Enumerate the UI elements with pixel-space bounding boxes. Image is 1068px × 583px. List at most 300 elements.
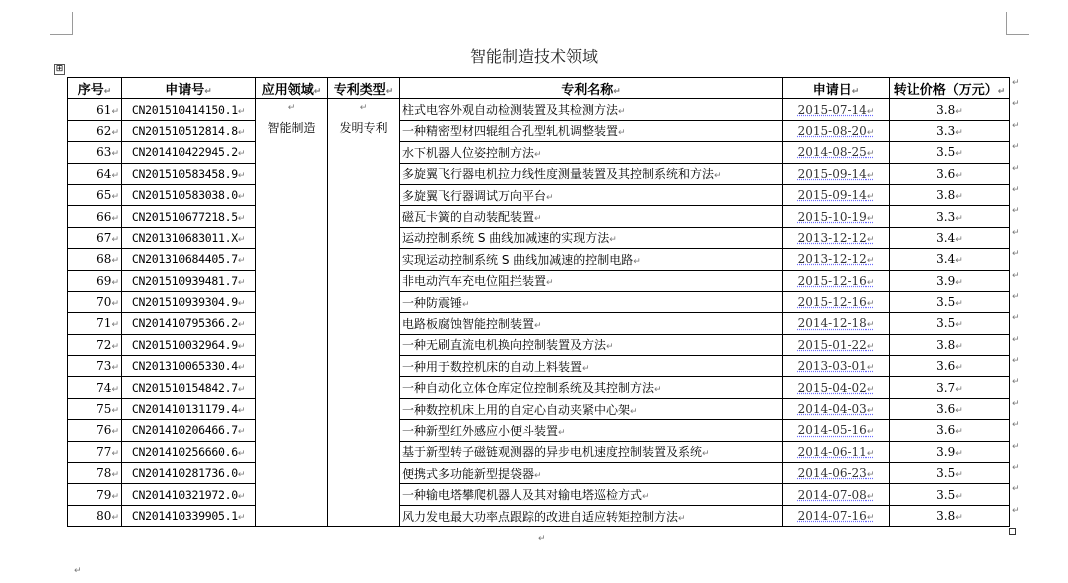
table-row[interactable] (68, 377, 1010, 398)
application-date-cell-text: 2014-06-11 (797, 444, 867, 459)
row-end-mark: ↵ (1012, 441, 1020, 452)
row-end-mark: ↵ (1012, 291, 1020, 302)
cell-end-mark: ↵ (111, 448, 119, 459)
cell-end-mark: ↵ (678, 513, 686, 524)
transfer-price-cell[interactable] (890, 356, 1010, 377)
row-end-marks (1012, 78, 1020, 527)
serial-number-cell-text: 72 (96, 337, 112, 352)
serial-number-cell[interactable] (68, 356, 122, 377)
serial-number-cell-text: 69 (96, 273, 112, 288)
cell-end-mark: ↵ (866, 192, 875, 203)
patent-name-cell[interactable] (400, 441, 783, 462)
transfer-price-cell[interactable] (890, 120, 1010, 141)
application-number-cell-text: CN201510583038.0 (131, 188, 238, 203)
cell-end-mark: ↵ (558, 427, 566, 438)
cell-end-mark: ↵ (111, 149, 119, 160)
serial-number-cell[interactable] (68, 163, 122, 184)
table-row[interactable] (68, 120, 1010, 141)
column-header (256, 78, 328, 99)
transfer-price-cell[interactable] (890, 206, 1010, 227)
table-row[interactable] (68, 463, 1010, 484)
application-number-cell[interactable] (122, 184, 256, 205)
transfer-price-cell[interactable] (890, 184, 1010, 205)
application-number-cell[interactable] (122, 291, 256, 312)
cell-end-mark: ↵ (642, 492, 650, 503)
application-number-cell-text: CN201310684405.7 (131, 252, 238, 267)
cell-end-mark: ↵ (955, 320, 963, 331)
application-number-cell[interactable] (122, 313, 256, 334)
application-number-cell[interactable] (122, 441, 256, 462)
application-date-cell[interactable] (783, 377, 890, 398)
column-header-label: 序号 (77, 82, 104, 98)
table-move-handle-icon[interactable]: ⊞ (55, 64, 64, 74)
transfer-price-cell[interactable] (890, 249, 1010, 270)
cell-end-mark: ↵ (313, 86, 322, 97)
cell-end-mark: ↵ (618, 107, 626, 118)
row-end-mark: ↵ (1012, 163, 1020, 174)
table-row[interactable] (68, 270, 1010, 291)
transfer-price-cell[interactable] (890, 227, 1010, 248)
application-number-cell-text: CN201510677218.5 (131, 209, 238, 224)
application-number-cell-text: CN201510414150.1 (131, 102, 238, 117)
serial-number-cell-text: 70 (96, 295, 112, 310)
transfer-price-cell-text: 3.3 (936, 123, 956, 138)
application-number-cell[interactable] (122, 270, 256, 291)
application-number-cell[interactable] (122, 420, 256, 441)
cell-end-mark: ↵ (111, 277, 119, 288)
application-number-cell[interactable] (122, 398, 256, 419)
transfer-price-cell[interactable] (890, 463, 1010, 484)
application-date-cell[interactable] (783, 270, 890, 291)
table-row[interactable] (68, 441, 1010, 462)
patent-name-cell[interactable] (400, 505, 783, 526)
patent-name-cell[interactable] (400, 334, 783, 355)
cell-end-mark: ↵ (955, 427, 963, 438)
application-date-cell[interactable] (783, 184, 890, 205)
row-end-mark: ↵ (1012, 99, 1020, 110)
application-number-cell[interactable] (122, 163, 256, 184)
patent-name-cell[interactable] (400, 398, 783, 419)
application-date-cell[interactable] (783, 463, 890, 484)
page-corner-mark-top-right (1006, 12, 1029, 35)
patent-name-cell-text: 电路板腐蚀智能控制装置 (402, 316, 535, 331)
application-date-cell[interactable] (783, 120, 890, 141)
application-number-cell-text: CN201410339905.1 (131, 509, 238, 523)
cell-end-mark: ↵ (237, 470, 246, 481)
patent-name-cell-text: 非电动汽车充电位阻拦装置 (402, 274, 547, 289)
transfer-price-cell-text: 3.9 (936, 444, 956, 459)
serial-number-cell[interactable] (68, 184, 122, 205)
cell-end-mark: ↵ (546, 278, 554, 289)
cell-end-mark: ↵ (237, 363, 246, 374)
cell-end-mark: ↵ (546, 192, 554, 203)
application-number-cell-text: CN201510154842.7 (131, 380, 238, 395)
patent-name-cell-text: 实现运动控制系统 S 曲线加减速的控制电路 (402, 252, 634, 267)
application-date-cell[interactable] (783, 505, 890, 526)
cell-end-mark: ↵ (955, 256, 963, 267)
patent-name-cell[interactable] (400, 420, 783, 441)
table-row[interactable] (68, 249, 1010, 270)
cell-end-mark: ↵ (237, 106, 246, 117)
patent-name-cell[interactable] (400, 356, 783, 377)
cell-end-mark: ↵ (866, 106, 875, 117)
application-number-cell[interactable] (122, 249, 256, 270)
application-date-cell[interactable] (783, 291, 890, 312)
patent-name-cell-text: 磁瓦卡簧的自动装配装置 (402, 210, 535, 225)
patent-name-cell-text: 柱式电容外观自动检测装置及其检测方法 (402, 103, 619, 118)
table-row[interactable] (68, 99, 1010, 120)
serial-number-cell[interactable] (68, 120, 122, 141)
patent-name-cell-text: 运动控制系统 S 曲线加减速的实现方法 (402, 231, 610, 246)
cell-end-mark: ↵ (237, 234, 246, 245)
cell-end-mark: ↵ (103, 86, 112, 97)
application-number-cell-text: CN201410206466.7 (131, 423, 238, 438)
cell-end-mark: ↵ (866, 299, 875, 310)
cell-end-mark: ↵ (237, 299, 246, 310)
transfer-price-cell-text: 3.8 (936, 509, 956, 523)
serial-number-cell-text: 75 (96, 402, 112, 417)
application-field-text: 智能制造 (267, 121, 316, 136)
serial-number-cell[interactable] (68, 206, 122, 227)
patent-name-cell[interactable] (400, 313, 783, 334)
transfer-price-cell-text: 3.6 (936, 359, 956, 374)
table-row[interactable] (68, 291, 1010, 312)
cell-end-mark: ↵ (111, 384, 119, 395)
cell-end-mark: ↵ (237, 127, 246, 138)
cell-end-mark: ↵ (237, 491, 246, 502)
serial-number-cell-text: 79 (96, 487, 112, 502)
row-end-mark: ↵ (1012, 227, 1020, 238)
serial-number-cell-text: 66 (96, 209, 112, 224)
table-row[interactable] (68, 505, 1010, 526)
application-number-cell-text: CN201510583458.9 (131, 166, 238, 181)
application-date-cell[interactable] (783, 249, 890, 270)
application-date-cell[interactable] (783, 99, 890, 120)
column-header (328, 78, 400, 99)
transfer-price-cell-text: 3.5 (936, 466, 956, 481)
cell-end-mark: ↵ (237, 320, 246, 331)
patent-name-cell[interactable] (400, 377, 783, 398)
patent-name-cell[interactable] (400, 142, 783, 163)
serial-number-cell[interactable] (68, 313, 122, 334)
patent-name-cell[interactable] (400, 270, 783, 291)
patent-name-cell[interactable] (400, 291, 783, 312)
table-row[interactable] (68, 184, 1010, 205)
serial-number-cell-text: 63 (96, 145, 112, 160)
serial-number-cell[interactable] (68, 441, 122, 462)
cell-end-mark: ↵ (955, 213, 963, 224)
application-number-cell-text: CN201510032964.9 (131, 337, 238, 352)
application-date-cell-text: 2014-12-18 (797, 316, 867, 331)
application-number-cell[interactable] (122, 206, 256, 227)
table-row[interactable] (68, 142, 1010, 163)
cell-end-mark: ↵ (237, 277, 246, 288)
table-row[interactable] (68, 227, 1010, 248)
application-date-cell[interactable] (783, 398, 890, 419)
cell-end-mark: ↵ (613, 86, 621, 97)
patent-table (67, 77, 1010, 527)
cell-end-mark: ↵ (534, 149, 542, 160)
application-date-cell[interactable] (783, 334, 890, 355)
application-number-cell[interactable] (122, 377, 256, 398)
row-end-mark: ↵ (1012, 78, 1020, 88)
application-date-cell[interactable] (783, 142, 890, 163)
cell-end-mark: ↵ (237, 427, 246, 438)
transfer-price-cell-text: 3.5 (936, 145, 956, 160)
row-end-mark: ↵ (1012, 356, 1020, 367)
transfer-price-cell[interactable] (890, 334, 1010, 355)
serial-number-cell[interactable] (68, 377, 122, 398)
application-date-cell[interactable] (783, 420, 890, 441)
transfer-price-cell[interactable] (890, 441, 1010, 462)
application-date-cell[interactable] (783, 441, 890, 462)
application-date-cell-text: 2013-12-12 (797, 230, 867, 245)
patent-name-cell-text: 多旋翼飞行器调试万向平台 (402, 188, 547, 203)
cell-end-mark: ↵ (955, 384, 963, 395)
transfer-price-cell[interactable] (890, 398, 1010, 419)
cell-end-mark: ↵ (866, 384, 875, 395)
patent-name-cell[interactable] (400, 206, 783, 227)
serial-number-cell[interactable] (68, 420, 122, 441)
serial-number-cell[interactable] (68, 227, 122, 248)
application-date-cell[interactable] (783, 206, 890, 227)
application-date-cell-text: 2015-09-14 (797, 188, 867, 203)
serial-number-cell[interactable] (68, 142, 122, 163)
cell-end-mark: ↵ (111, 256, 119, 267)
serial-number-cell-text: 67 (96, 230, 112, 245)
column-header-label: 应用领域 (261, 82, 314, 98)
cell-end-mark: ↵ (111, 299, 119, 310)
cell-end-mark: ↵ (866, 320, 875, 331)
serial-number-cell[interactable] (68, 99, 122, 120)
serial-number-cell[interactable] (68, 463, 122, 484)
transfer-price-cell[interactable] (890, 313, 1010, 334)
transfer-price-cell[interactable] (890, 505, 1010, 526)
column-header (122, 78, 256, 99)
application-number-cell[interactable] (122, 505, 256, 526)
application-number-cell[interactable] (122, 142, 256, 163)
cell-end-mark: ↵ (111, 406, 119, 417)
transfer-price-cell-text: 3.7 (936, 380, 956, 395)
application-number-cell[interactable] (122, 120, 256, 141)
cell-end-mark: ↵ (237, 384, 246, 395)
application-date-cell-text: 2014-07-08 (797, 487, 867, 502)
application-number-cell[interactable] (122, 227, 256, 248)
table-row[interactable] (68, 163, 1010, 184)
row-end-mark: ↵ (1012, 420, 1020, 431)
serial-number-cell-text: 68 (96, 252, 112, 267)
patent-name-cell-text: 便携式多功能新型提袋器 (402, 466, 535, 481)
cell-end-mark: ↵ (866, 170, 875, 181)
transfer-price-cell[interactable] (890, 142, 1010, 163)
cell-end-mark: ↵ (955, 106, 963, 117)
application-number-cell[interactable] (122, 99, 256, 120)
row-end-mark: ↵ (1012, 334, 1020, 345)
row-end-mark: ↵ (1012, 270, 1020, 281)
serial-number-cell[interactable] (68, 249, 122, 270)
table-row[interactable] (68, 313, 1010, 334)
patent-name-cell-text: 一种用于数控机床的自动上料装置 (402, 359, 583, 374)
cell-end-mark: ↵ (866, 427, 875, 438)
cell-end-mark: ↵ (866, 470, 875, 481)
cell-end-mark: ↵ (111, 234, 119, 245)
cell-end-mark: ↵ (702, 449, 710, 460)
table-resize-handle[interactable] (1009, 528, 1016, 535)
cell-end-mark: ↵ (714, 171, 722, 182)
application-number-cell-text: CN201410795366.2 (131, 316, 238, 331)
serial-number-cell-text: 62 (96, 123, 112, 138)
cell-end-mark: ↵ (111, 470, 119, 481)
cell-end-mark: ↵ (237, 213, 246, 224)
cell-end-mark: ↵ (237, 513, 246, 523)
transfer-price-cell[interactable] (890, 163, 1010, 184)
patent-name-cell[interactable] (400, 249, 783, 270)
transfer-price-cell[interactable] (890, 270, 1010, 291)
row-end-mark: ↵ (1012, 484, 1020, 495)
transfer-price-cell-text: 3.6 (936, 423, 956, 438)
serial-number-cell[interactable] (68, 291, 122, 312)
cell-end-mark: ↵ (955, 470, 963, 481)
application-date-cell-text: 2014-05-16 (797, 423, 867, 438)
transfer-price-cell-text: 3.6 (936, 402, 956, 417)
cell-end-mark: ↵ (866, 363, 875, 374)
cell-end-mark: ↵ (609, 235, 617, 246)
cell-end-mark: ↵ (955, 341, 963, 352)
patent-name-cell[interactable] (400, 163, 783, 184)
row-end-mark: ↵ (1012, 249, 1020, 260)
patent-name-cell-text: 水下机器人位姿控制方法 (402, 145, 535, 160)
cell-end-mark: ↵ (866, 491, 875, 502)
serial-number-cell[interactable] (68, 505, 122, 526)
application-number-cell[interactable] (122, 334, 256, 355)
application-date-cell-text: 2014-08-25 (797, 145, 867, 160)
patent-name-cell[interactable] (400, 184, 783, 205)
cell-end-mark: ↵ (111, 491, 119, 502)
application-date-cell-text: 2015-01-22 (797, 337, 867, 352)
cell-end-mark: ↵ (955, 513, 963, 523)
cell-end-mark: ↵ (955, 192, 963, 203)
cell-end-mark: ↵ (997, 86, 1006, 97)
application-number-cell-text: CN201410256660.6 (131, 444, 238, 459)
application-number-cell-text: CN201510512814.8 (131, 123, 238, 138)
transfer-price-cell-text: 3.9 (936, 273, 956, 288)
serial-number-cell-text: 73 (96, 359, 112, 374)
cell-end-mark: ↵ (866, 234, 875, 245)
column-header (890, 78, 1010, 99)
patent-name-cell[interactable] (400, 99, 783, 120)
cell-end-mark: ↵ (955, 448, 963, 459)
cell-end-mark: ↵ (955, 277, 963, 288)
cell-end-mark: ↵ (111, 320, 119, 331)
serial-number-cell-text: 77 (96, 444, 112, 459)
row-end-mark: ↵ (1012, 313, 1020, 324)
row-end-mark: ↵ (1012, 120, 1020, 131)
application-number-cell[interactable] (122, 463, 256, 484)
serial-number-cell-text: 74 (96, 380, 112, 395)
transfer-price-cell-text: 3.5 (936, 316, 956, 331)
transfer-price-cell[interactable] (890, 291, 1010, 312)
serial-number-cell-text: 78 (96, 466, 112, 481)
table-row[interactable] (68, 420, 1010, 441)
cell-end-mark: ↵ (955, 127, 963, 138)
serial-number-cell[interactable] (68, 334, 122, 355)
application-date-cell-text: 2015-10-19 (797, 209, 867, 224)
application-number-cell-text: CN201410422945.2 (131, 145, 238, 160)
patent-name-cell[interactable] (400, 227, 783, 248)
application-date-cell-text: 2015-12-16 (797, 273, 867, 288)
application-date-cell[interactable] (783, 313, 890, 334)
patent-name-cell[interactable] (400, 484, 783, 505)
application-number-cell[interactable] (122, 356, 256, 377)
cell-end-mark: ↵ (955, 299, 963, 310)
patent-type-text: 发明专利 (339, 121, 388, 136)
transfer-price-cell[interactable] (890, 484, 1010, 505)
cell-end-mark: ↵ (955, 406, 963, 417)
column-header (68, 78, 122, 99)
serial-number-cell-text: 80 (96, 509, 112, 523)
paragraph-mark: ↵ (538, 534, 546, 544)
cell-end-mark: ↵ (618, 128, 626, 139)
cell-end-mark: ↵ (955, 170, 963, 181)
patent-type-cell[interactable] (328, 99, 400, 527)
patent-name-cell[interactable] (400, 463, 783, 484)
serial-number-cell[interactable] (68, 270, 122, 291)
transfer-price-cell[interactable] (890, 99, 1010, 120)
cell-end-mark: ↵ (955, 234, 963, 245)
transfer-price-cell-text: 3.4 (936, 230, 956, 245)
application-date-cell[interactable] (783, 356, 890, 377)
cell-end-mark: ↵ (633, 256, 641, 267)
serial-number-cell[interactable] (68, 484, 122, 505)
column-header-label: 转让价格（万元） (893, 82, 998, 98)
application-date-cell-text: 2015-04-02 (797, 380, 867, 395)
cell-end-mark: ↵ (866, 149, 875, 160)
patent-name-cell-text: 一种无刷直流电机换向控制装置及方法 (402, 338, 607, 353)
serial-number-cell[interactable] (68, 398, 122, 419)
application-number-cell-text: CN201310683011.X (131, 230, 238, 245)
cell-end-mark: ↵ (955, 149, 963, 160)
table-row[interactable] (68, 398, 1010, 419)
serial-number-cell-text: 71 (96, 316, 112, 331)
column-header (400, 78, 783, 99)
table-row[interactable] (68, 484, 1010, 505)
paragraph-mark: ↵ (359, 103, 368, 114)
table-row[interactable] (68, 206, 1010, 227)
table-row[interactable] (68, 356, 1010, 377)
application-date-cell[interactable] (783, 484, 890, 505)
transfer-price-cell-text: 3.8 (936, 188, 956, 203)
application-date-cell-text: 2015-07-14 (797, 102, 867, 117)
serial-number-cell-text: 61 (96, 102, 112, 117)
application-number-cell[interactable] (122, 484, 256, 505)
cell-end-mark: ↵ (237, 406, 246, 417)
application-field-cell[interactable] (256, 99, 328, 527)
patent-name-cell-text: 一种精密型材四辊组合孔型轧机调整装置 (402, 124, 619, 139)
cell-end-mark: ↵ (237, 256, 246, 267)
patent-name-cell-text: 一种自动化立体仓库定位控制系统及其控制方法 (402, 381, 655, 396)
application-number-cell-text: CN201410281736.0 (131, 466, 238, 481)
application-date-cell-text: 2013-03-01 (797, 359, 867, 374)
patent-name-cell-text: 一种新型红外感应小便斗装置 (402, 423, 559, 438)
application-date-cell[interactable] (783, 227, 890, 248)
transfer-price-cell[interactable] (890, 377, 1010, 398)
patent-name-cell[interactable] (400, 120, 783, 141)
application-date-cell[interactable] (783, 163, 890, 184)
cell-end-mark: ↵ (866, 277, 875, 288)
cell-end-mark: ↵ (630, 406, 638, 417)
transfer-price-cell[interactable] (890, 420, 1010, 441)
table-row[interactable] (68, 334, 1010, 355)
